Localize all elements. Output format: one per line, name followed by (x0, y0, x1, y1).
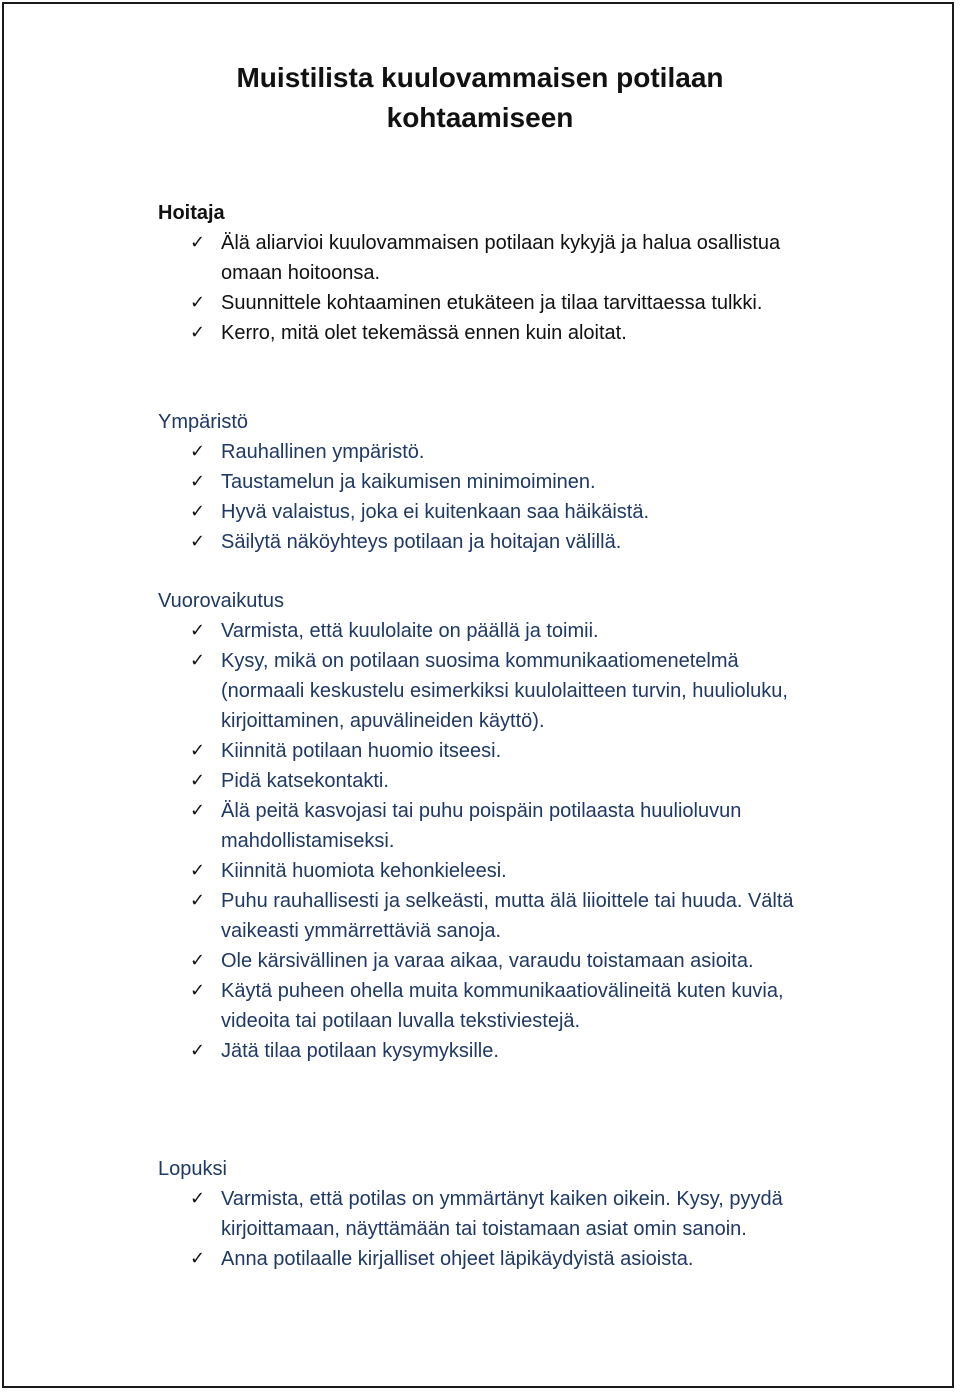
list-item (158, 616, 818, 646)
list-item-text: Varmista, että potilas on ymmärtänyt kaiken oikein. Kysy, pyydä kirjoittamaan, näyttämään tai toistamaan asiat omin sanoin. (221, 1188, 783, 1240)
checkmark-icon: ✓ (190, 890, 206, 911)
list-item (158, 976, 818, 1036)
list-item (158, 646, 818, 736)
list-item (158, 288, 818, 318)
section-heading-hoitaja: Hoitaja (158, 202, 225, 224)
list-item (158, 796, 818, 856)
list-item (158, 467, 818, 497)
list-item (158, 946, 818, 976)
section-heading-lopuksi: Lopuksi (158, 1158, 227, 1180)
list-item-text: Kysy, mikä on potilaan suosima kommunikaatiomenetelmä (normaali keskustelu esimerkiksi kuulolaitteen turvin, huulioluku, kirjoittaminen, apuvälineiden käyttö). (221, 650, 788, 732)
checkmark-icon: ✓ (190, 1248, 206, 1269)
checkmark-icon: ✓ (190, 770, 206, 791)
list-item (158, 527, 818, 557)
list-item-text: Käytä puheen ohella muita kommunikaatiovälineitä kuten kuvia, videoita tai potilaan luvalla tekstiviestejä. (221, 980, 784, 1032)
section-heading-ymparisto: Ympäristö (158, 411, 249, 433)
checklist-lopuksi (158, 1184, 818, 1274)
section-heading-vuorovaikutus: Vuorovaikutus (158, 590, 284, 612)
checkmark-icon: ✓ (190, 740, 206, 761)
list-item-text: Pidä katsekontakti. (221, 770, 389, 792)
document-title (0, 58, 960, 138)
checkmark-icon: ✓ (190, 620, 206, 641)
list-item-text: Anna potilaalle kirjalliset ohjeet läpikäydyistä asioista. (221, 1248, 694, 1270)
section-lopuksi (158, 1154, 818, 1274)
checkmark-icon: ✓ (190, 292, 206, 313)
list-item-text: Taustamelun ja kaikumisen minimoiminen. (221, 471, 596, 493)
document-title-line1: Muistilista kuulovammaisen potilaan (236, 62, 724, 93)
list-item (158, 1036, 818, 1066)
list-item-text: Älä aliarvioi kuulovammaisen potilaan kykyjä ja halua osallistua omaan hoitoonsa. (221, 232, 781, 284)
checklist-vuorovaikutus (158, 616, 818, 1066)
list-item-text: Kiinnitä potilaan huomio itseesi. (221, 740, 502, 762)
list-item (158, 1184, 818, 1244)
checklist-hoitaja (158, 228, 818, 348)
section-vuorovaikutus (158, 586, 818, 1066)
checkmark-icon: ✓ (190, 1188, 206, 1209)
document-title-line2: kohtaamiseen (386, 102, 574, 133)
checkmark-icon: ✓ (190, 1040, 206, 1061)
section-hoitaja (158, 198, 818, 348)
list-item-text: Älä peitä kasvojasi tai puhu poispäin potilaasta huulioluvun mahdollistamiseksi. (221, 800, 742, 852)
list-item-text: Säilytä näköyhteys potilaan ja hoitajan välillä. (221, 531, 622, 553)
list-item-text: Varmista, että kuulolaite on päällä ja toimii. (221, 620, 599, 642)
list-item (158, 766, 818, 796)
list-item-text: Ole kärsivällinen ja varaa aikaa, varaudu toistamaan asioita. (221, 950, 754, 972)
list-item-text: Suunnittele kohtaaminen etukäteen ja tilaa tarvittaessa tulkki. (221, 292, 763, 314)
list-item-text: Puhu rauhallisesti ja selkeästi, mutta älä liioittele tai huuda. Vältä vaikeasti ymmärrettäviä sanoja. (221, 890, 794, 942)
list-item-text: Hyvä valaistus, joka ei kuitenkaan saa häikäistä. (221, 501, 650, 523)
checkmark-icon: ✓ (190, 800, 206, 821)
checkmark-icon: ✓ (190, 980, 206, 1001)
list-item (158, 437, 818, 467)
list-item-text: Rauhallinen ympäristö. (221, 441, 425, 463)
checkmark-icon: ✓ (190, 950, 206, 971)
checkmark-icon: ✓ (190, 501, 206, 522)
checkmark-icon: ✓ (190, 531, 206, 552)
list-item (158, 318, 818, 348)
checklist-ymparisto (158, 437, 818, 557)
list-item-text: Kerro, mitä olet tekemässä ennen kuin aloitat. (221, 322, 627, 344)
section-ymparisto (158, 407, 818, 557)
list-item-text: Jätä tilaa potilaan kysymyksille. (221, 1040, 499, 1062)
list-item (158, 886, 818, 946)
list-item (158, 228, 818, 288)
checkmark-icon: ✓ (190, 471, 206, 492)
checkmark-icon: ✓ (190, 232, 206, 253)
list-item (158, 736, 818, 766)
checkmark-icon: ✓ (190, 650, 206, 671)
list-item (158, 856, 818, 886)
checkmark-icon: ✓ (190, 322, 206, 343)
checkmark-icon: ✓ (190, 441, 206, 462)
checkmark-icon: ✓ (190, 860, 206, 881)
list-item-text: Kiinnitä huomiota kehonkieleesi. (221, 860, 507, 882)
list-item (158, 497, 818, 527)
list-item (158, 1244, 818, 1274)
